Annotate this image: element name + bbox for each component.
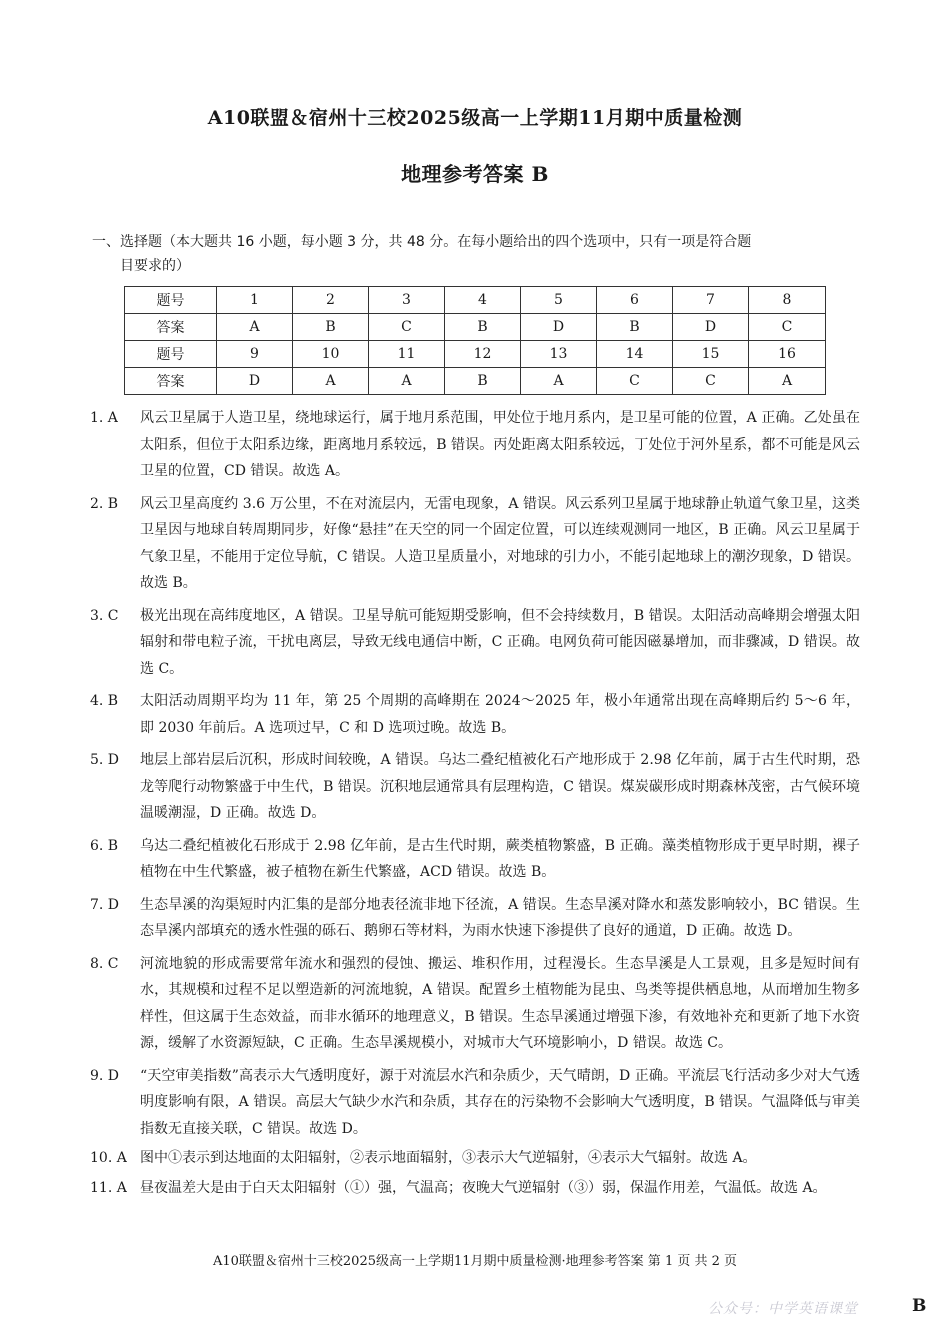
- explanation-item: [90, 1063, 860, 1143]
- question-number: 11: [369, 341, 445, 368]
- explanation-text: “天空审美指数”高表示大气透明度好，源于对流层水汽和杂质少，天气晴朗，D 正确。平流层飞行活动多少对大气透明度影响有限，A 错误。高层大气缺少水汽和杂质，其存在的污染物不会影响大气透明度，B 错误。气温降低与审美指数无直接关联，C 错误。故选 D。: [140, 1067, 860, 1137]
- explanation-item: [90, 951, 860, 1057]
- page-subtitle: 地理参考答案 B: [401, 162, 549, 186]
- explanation-text: 风云卫星属于人造卫星，绕地球运行，属于地月系范围，甲处位于地月系内，是卫星可能的位置，A 正确。乙处虽在太阳系，但位于太阳系边缘，距离地月系较远，B 错误。丙处距离太阳系较远，丁处位于河外星系，都不可能是风云卫星的位置，CD 错误。故选 A。: [140, 410, 860, 479]
- question-number: 13: [521, 341, 597, 368]
- explanation-number: 6. B: [90, 837, 119, 854]
- explanation-item: [90, 491, 860, 597]
- section-heading-line2: 目要求的）: [120, 258, 190, 274]
- question-number: 3: [369, 287, 445, 314]
- explanation-item: [90, 892, 860, 945]
- explanation-text: 极光出现在高纬度地区，A 错误。卫星导航可能短期受影响，但不会持续数月，B 错误。太阳活动高峰期会增强太阳辐射和带电粒子流，干扰电离层，导致无线电通信中断，C 正确。电网负荷可能因磁暴增加，而非骤减，D 错误。故选 C。: [140, 607, 860, 677]
- explanation-number: 8. C: [90, 955, 119, 972]
- row-label: 答案: [125, 368, 217, 395]
- answer-cell: D: [673, 314, 749, 341]
- explanation-number: 1. A: [90, 410, 118, 426]
- answer-cell: A: [217, 314, 293, 341]
- explanation-text: 昼夜温差大是由于白天太阳辐射（①）强，气温高；夜晚大气逆辐射（③）弱，保温作用差，气温低。故选 A。: [140, 1179, 827, 1196]
- answer-cell: B: [293, 314, 369, 341]
- explanation-number: 2. B: [90, 495, 119, 512]
- explanation-number: 9. D: [90, 1067, 120, 1084]
- question-number: 14: [597, 341, 673, 368]
- section-heading: [92, 230, 862, 278]
- row-label: 答案: [125, 314, 217, 341]
- explanation-text: 地层上部岩层后沉积，形成时间较晚，A 错误。乌达二叠纪植被化石产地形成于 2.98 亿年前，属于古生代时期，恐龙等爬行动物繁盛于中生代，B 错误。沉积地层通常具有层理构造，C 错误。煤炭碳形成时期森林茂密，古气候环境温暖潮湿，D 正确。故选 D。: [140, 752, 860, 821]
- row-label: 题号: [125, 287, 217, 314]
- explanation-number: 10. A: [90, 1150, 127, 1166]
- answer-cell: B: [445, 368, 521, 395]
- explanation-item: [90, 405, 860, 485]
- page-title: A10联盟＆宿州十三校2025级高一上学期11月期中质量检测: [207, 107, 743, 129]
- answer-cell: B: [445, 314, 521, 341]
- question-number: 6: [597, 287, 673, 314]
- explanation-item: [90, 747, 860, 827]
- question-number: 7: [673, 287, 749, 314]
- section-heading-line1: 一、选择题（本大题共 16 小题，每小题 3 分，共 48 分。在每小题给出的四个选项中，只有一项是符合题: [92, 234, 752, 250]
- question-number: 10: [293, 341, 369, 368]
- question-number: 5: [521, 287, 597, 314]
- explanation-text: 太阳活动周期平均为 11 年，第 25 个周期的高峰期在 2024～2025 年，极小年通常出现在高峰期后约 5～6 年，即 2030 年前后。A 选项过早，C 和 D 选项过晚。故选 B。: [140, 693, 860, 736]
- explanation-number: 4. B: [90, 693, 119, 709]
- table-row: [125, 287, 826, 314]
- explanation-number: 11. A: [90, 1179, 127, 1196]
- explanation-text: 乌达二叠纪植被化石形成于 2.98 亿年前，是古生代时期，蕨类植物繁盛，B 正确。藻类植物形成于更早时期，裸子植物在中生代繁盛，被子植物在新生代繁盛，ACD 错误。故选 B。: [140, 837, 860, 880]
- row-label: 题号: [125, 341, 217, 368]
- explanation-list: [90, 405, 860, 1201]
- explanation-item: [90, 1175, 860, 1202]
- explanation-text: 风云卫星高度约 3.6 万公里，不在对流层内，无雷电现象，A 错误。风云系列卫星属于地球静止轨道气象卫星，这类卫星因与地球自转周期同步，好像“悬挂”在天空的同一个固定位置，可以连续观测同一地区，B 正确。风云卫星属于气象卫星，不能用于定位导航，C 错误。人造卫星质量小，对地球的引力小，不能引起地球上的潮汐现象，D 错误。故选 B。: [140, 495, 860, 591]
- answer-cell: A: [749, 368, 826, 395]
- explanation-text: 生态旱溪的沟渠短时内汇集的是部分地表径流非地下径流，A 错误。生态旱溪对降水和蒸发影响较小，BC 错误。生态旱溪内部填充的透水性强的砾石、鹅卵石等材料，为雨水快速下渗提供了良好的通道，D 正确。故选 D。: [140, 896, 860, 939]
- table-row: [125, 314, 826, 341]
- answer-cell: D: [217, 368, 293, 395]
- answer-table: [124, 286, 826, 395]
- explanation-item: [90, 833, 860, 886]
- answer-cell: C: [597, 368, 673, 395]
- answer-cell: A: [521, 368, 597, 395]
- question-number: 12: [445, 341, 521, 368]
- question-number: 8: [749, 287, 826, 314]
- explanation-item: [90, 1145, 860, 1172]
- answer-cell: A: [369, 368, 445, 395]
- watermark: 公众号：中学英语课堂: [708, 1301, 858, 1317]
- question-number: 1: [217, 287, 293, 314]
- answer-cell: B: [597, 314, 673, 341]
- answer-cell: D: [521, 314, 597, 341]
- answer-cell: C: [369, 314, 445, 341]
- explanation-text: 河流地貌的形成需要常年流水和强烈的侵蚀、搬运、堆积作用，过程漫长。生态旱溪是人工景观，且多是短时间有水，其规模和过程不足以塑造新的河流地貌，A 错误。配置乡土植物能为昆虫、鸟类等提供栖息地，从而增加生物多样性，但这属于生态效益，而非水循环的地理意义，B 错误。生态旱溪通过增强下渗，有效地补充和更新了地下水资源，缓解了水资源短缺，C 正确。生态旱溪规模小，对城市大气环境影响小，D 错误。故选 C。: [140, 955, 860, 1051]
- question-number: 2: [293, 287, 369, 314]
- table-row: [125, 341, 826, 368]
- explanation-number: 5. D: [90, 752, 120, 768]
- explanation-item: [90, 603, 860, 683]
- answer-cell: A: [293, 368, 369, 395]
- table-row: [125, 368, 826, 395]
- explanation-number: 7. D: [90, 896, 120, 913]
- question-number: 15: [673, 341, 749, 368]
- corner-mark: B: [912, 1296, 927, 1316]
- answer-cell: C: [749, 314, 826, 341]
- page-footer: A10联盟＆宿州十三校2025级高一上学期11月期中质量检测·地理参考答案 第 1 页 共 2 页: [212, 1254, 738, 1269]
- question-number: 9: [217, 341, 293, 368]
- explanation-text: 图中①表示到达地面的太阳辐射，②表示地面辐射，③表示大气逆辐射，④表示大气辐射。故选 A。: [140, 1150, 757, 1166]
- explanation-number: 3. C: [90, 607, 119, 624]
- question-number: 4: [445, 287, 521, 314]
- explanation-item: [90, 688, 860, 741]
- answer-cell: C: [673, 368, 749, 395]
- question-number: 16: [749, 341, 826, 368]
